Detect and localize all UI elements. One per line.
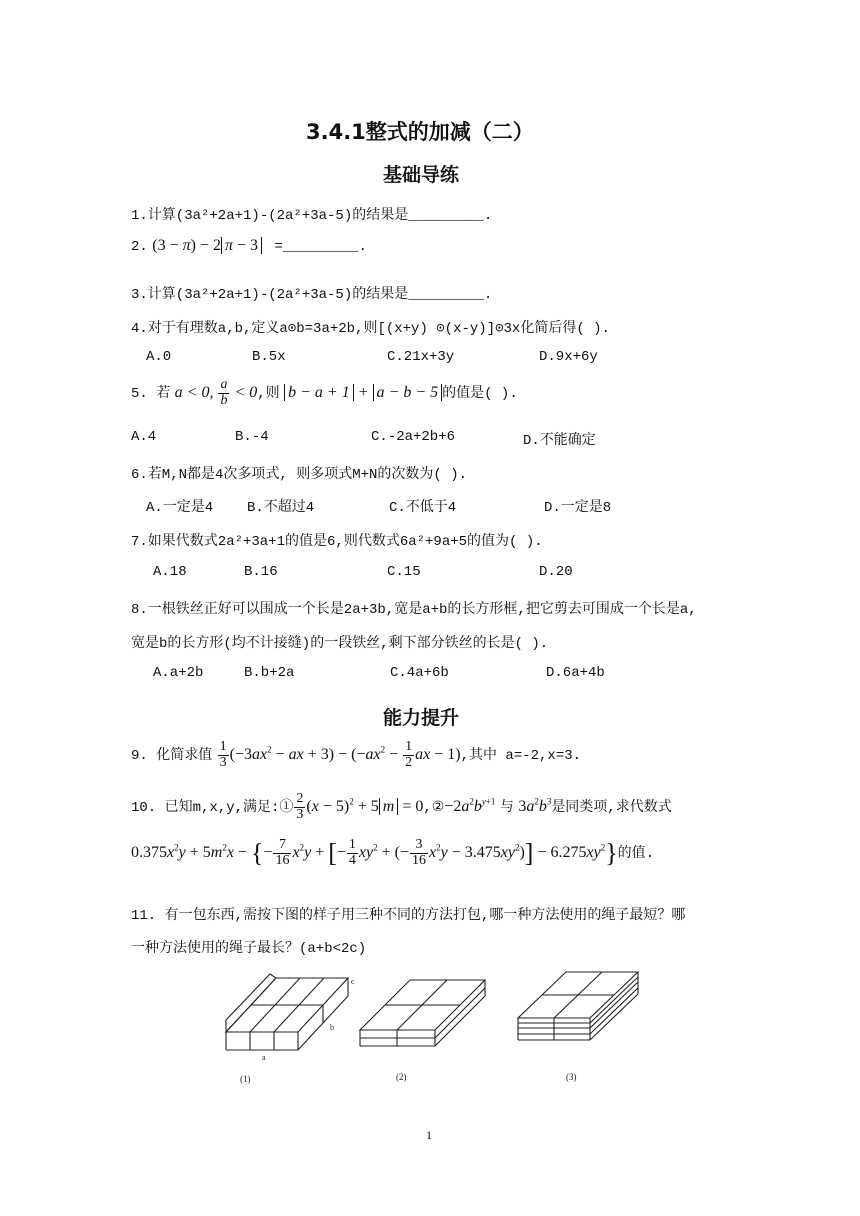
page-number: 1 [426,1128,432,1142]
question-5-number: 5. 若 [131,385,171,402]
question-9-number: 9. 化简求值 [131,747,213,764]
question-6-option-c: C.不低于4 [389,500,457,516]
package-figure-3 [518,972,638,1040]
question-5-option-c: C.-2a+2b+6 [371,429,456,445]
question-5-option-d: D.不能确定 [523,433,596,449]
question-11-line-2: 一种方法使用的绳子最长？(a+b<2c) [131,941,367,957]
question-10-between: 与 [499,799,514,816]
question-4-option-c: C.21x+3y [387,349,455,365]
question-4-option-b: B.5x [252,349,286,365]
question-6-option-a: A.一定是4 [146,500,214,516]
question-7-option-c: C.15 [387,564,421,580]
question-9-expression: $\frac{1}{3}$ ($-3ax^2$ − ax + $3) - (-ax^2$ − $\frac{1}{2}$ ax − 1) [219,739,461,770]
question-4-option-a: A.0 [146,349,172,365]
question-10-condition-1: $\frac{2}{3}$ $(x - 5)^2 + 5$ m = 0 [296,791,424,822]
question-5-option-a: A.4 [131,429,157,445]
page-title: 3.4.1整式的加减（二） [306,120,534,144]
figure-caption-3: (3) [566,1072,577,1082]
question-8-option-a: A.a+2b [153,665,204,681]
question-10-line-1 [131,792,672,822]
question-10-tail-2: 的值. [617,845,655,862]
question-5-connector: ,则 [257,385,280,402]
question-7-option-a: A.18 [153,564,187,580]
question-2-number: 2. [131,239,148,255]
question-4-stem: 4.对于有理数a,b,定义a⊙b=3a+2b,则[(x+y) ⊙(x-y)]⊙3x化简后得( ). [131,321,610,337]
question-10-term-1: $-2a^2b^{y+1}$ [444,796,496,815]
question-7-option-b: B.16 [244,564,278,580]
question-3: 3.计算(3a²+2a+1)-(2a²+3a-5)的结果是_________. [131,287,493,303]
question-6-stem: 6.若M,N都是4次多项式, 则多项式M+N的次数为( ). [131,467,468,483]
dimension-label-b: b [330,1023,334,1032]
question-8-option-d: D.6a+4b [546,665,605,681]
question-10-lead: 10. 已知m,x,y,满足:① [131,799,294,816]
question-10-term-2: $3a^2b^3$ [518,796,552,815]
question-5-stem [131,378,518,408]
package-figures [210,960,650,1095]
question-9-tail: ,其中 a=-2,x=3. [460,747,582,764]
dimension-label-c: c [351,977,355,986]
question-10-line-2 [131,838,654,868]
figure-caption-1: (1) [240,1074,251,1084]
question-10-expression: $0.375x^2y + 5m^2x$ − {− $\frac{7}{16}$ $x^2y$ + [− $\frac{1}{4}$ $xy^2$ + (− $\frac{3}{16}$ $x^2y - 3.475xy^2)] - 6.275xy^2$} [131,837,618,868]
question-2 [131,237,367,255]
question-7-stem: 7.如果代数式2a²+3a+1的值是6,则代数式6a²+9a+5的值为( ). [131,534,543,550]
question-11-line-1: 11. 有一包东西,需按下图的样子用三种不同的方法打包,哪一种方法使用的绳子最短？哪 [131,908,686,924]
question-10-connector: ,② [423,799,445,816]
question-5-option-b: B.-4 [235,429,269,445]
section-heading-advanced: 能力提升 [383,707,460,729]
question-6-option-d: D.一定是8 [544,500,612,516]
question-5-condition: a < 0, $\frac{a}{b}$ < 0 [174,377,258,408]
question-8-option-b: B.b+2a [244,665,295,681]
question-1: 1.计算(3a²+2a+1)-(2a²+3a-5)的结果是_________. [131,208,493,224]
question-5-tail: 的值是( ). [442,385,518,402]
question-4-option-d: D.9x+6y [539,349,598,365]
question-8-line-2: 宽是b的长方形(均不计接缝)的一段铁丝,剩下部分铁丝的长是( ). [131,636,549,652]
question-8-option-c: C.4a+6b [390,665,449,681]
package-figure-2 [360,980,485,1046]
question-7-option-d: D.20 [539,564,573,580]
figure-caption-2: (2) [396,1072,407,1082]
question-10-tail-1: 是同类项,求代数式 [551,799,672,816]
question-9 [131,740,581,770]
question-2-blank: =_________. [274,239,367,255]
dimension-label-a: a [262,1053,266,1062]
question-2-expression: (3 − π) − 2 π − 3 [152,237,262,254]
question-6-option-b: B.不超过4 [247,500,315,516]
package-figure-1 [226,974,355,1062]
section-heading-basic: 基础导练 [383,164,460,186]
question-5-expression: b − a + 1 + a − b − 5 [284,384,442,401]
question-8-line-1: 8.一根铁丝正好可以围成一个长是2a+3b,宽是a+b的长方形框,把它剪去可围成一个长是a, [131,602,697,618]
